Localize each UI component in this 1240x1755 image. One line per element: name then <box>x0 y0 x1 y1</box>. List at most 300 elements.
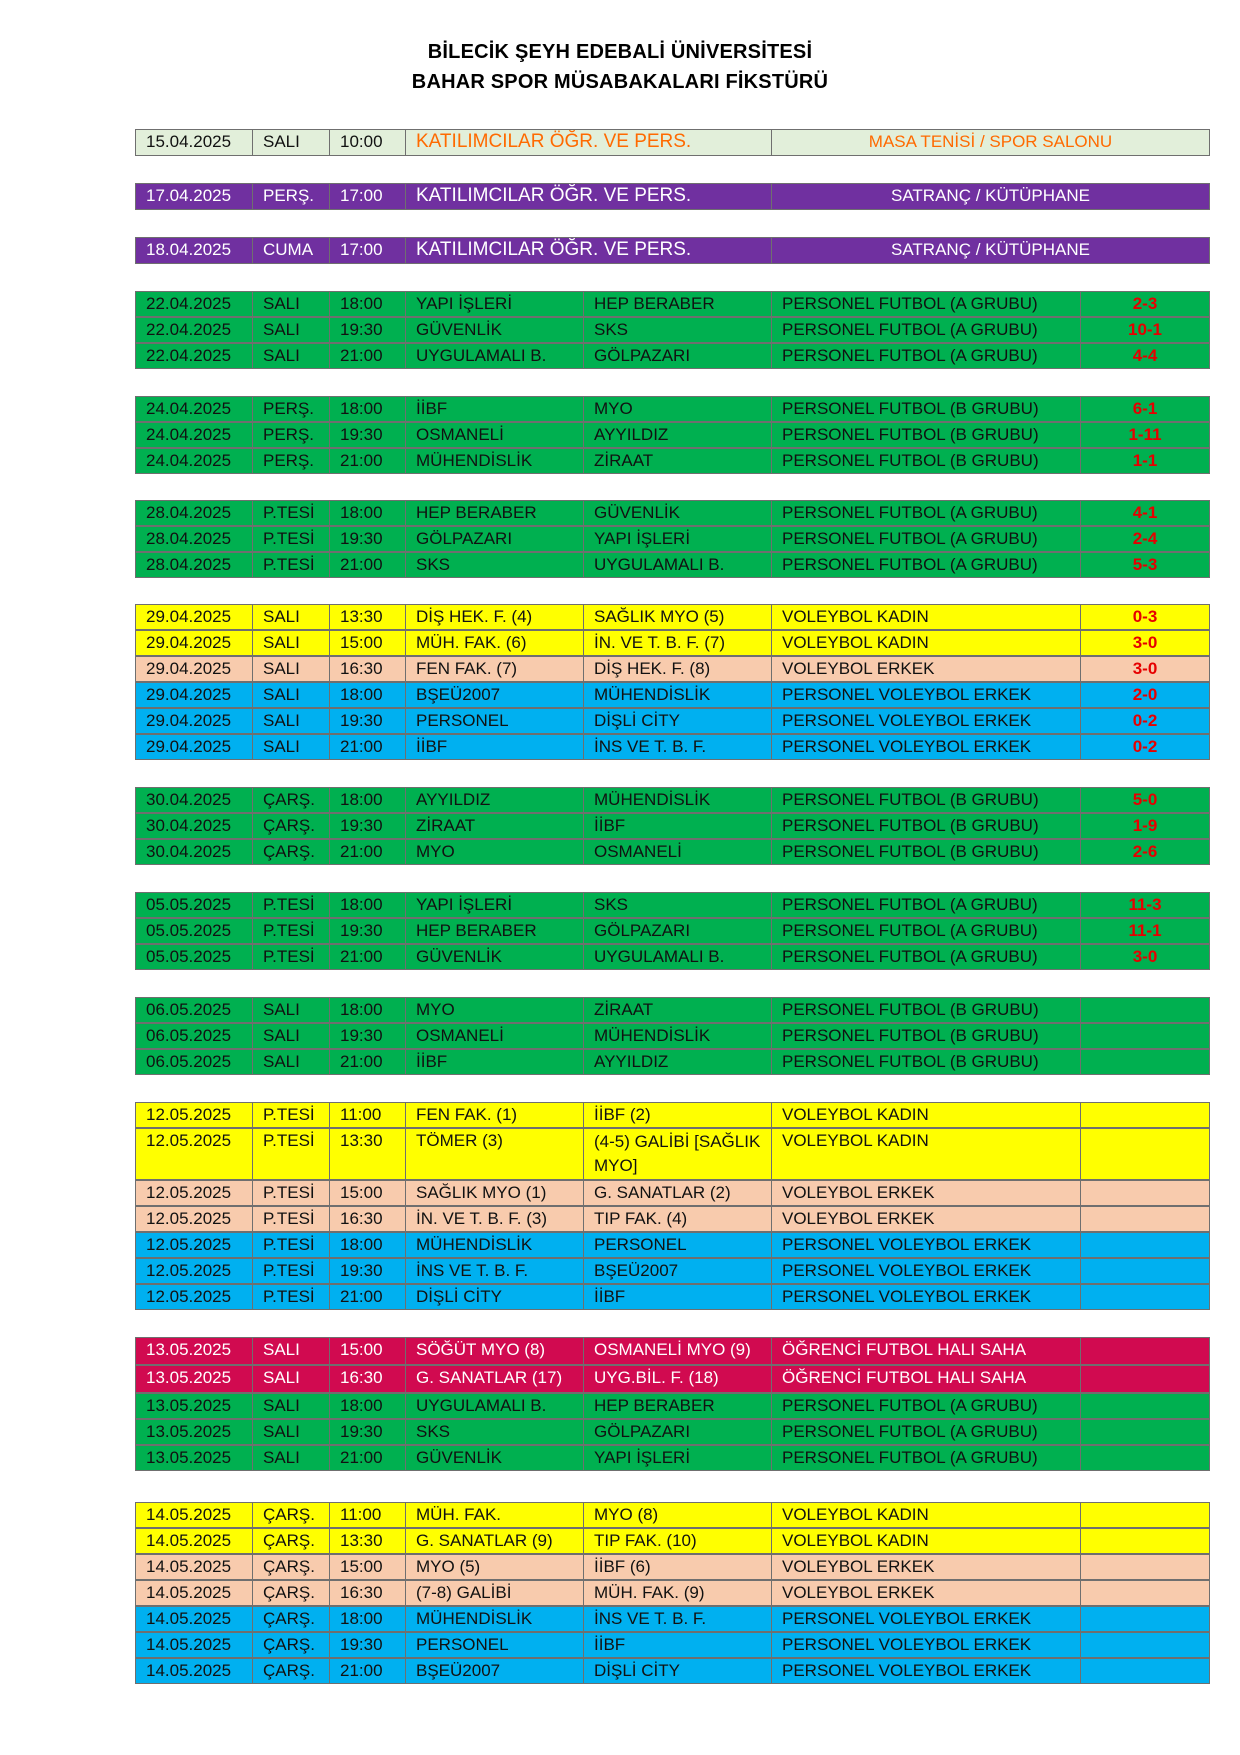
team2-cell: BŞEÜ2007 <box>583 1258 772 1284</box>
date-cell: 13.05.2025 <box>135 1419 253 1445</box>
team2-cell: PERSONEL <box>583 1232 772 1258</box>
participants-cell: KATILIMCILAR ÖĞR. VE PERS. <box>405 129 772 156</box>
participants-cell: KATILIMCILAR ÖĞR. VE PERS. <box>405 183 772 210</box>
team1-cell: BŞEÜ2007 <box>405 1658 584 1684</box>
score-cell: 1-11 <box>1080 422 1210 448</box>
time-cell: 21:00 <box>329 1445 406 1471</box>
category-cell: PERSONEL FUTBOL (A GRUBU) <box>771 1393 1081 1419</box>
team2-cell: OSMANELİ <box>583 839 772 865</box>
time-cell: 21:00 <box>329 448 406 474</box>
event-cell: SATRANÇ / KÜTÜPHANE <box>771 237 1210 264</box>
day-cell: P.TESİ <box>252 944 330 970</box>
score-cell <box>1080 1284 1210 1310</box>
time-cell: 16:30 <box>329 1365 406 1393</box>
day-cell: PERŞ. <box>252 183 330 210</box>
date-cell: 30.04.2025 <box>135 813 253 839</box>
date-cell: 30.04.2025 <box>135 839 253 865</box>
team2-cell: DİŞ HEK. F. (8) <box>583 656 772 682</box>
date-cell: 13.05.2025 <box>135 1337 253 1365</box>
time-cell: 18:00 <box>329 396 406 422</box>
team2-cell: SKS <box>583 892 772 918</box>
date-cell: 28.04.2025 <box>135 552 253 578</box>
category-cell: PERSONEL FUTBOL (B GRUBU) <box>771 787 1081 813</box>
date-cell: 05.05.2025 <box>135 892 253 918</box>
date-cell: 18.04.2025 <box>135 237 253 264</box>
match-row <box>135 708 1209 734</box>
team1-cell: MÜH. FAK. <box>405 1502 584 1528</box>
team2-cell: TIP FAK. (10) <box>583 1528 772 1554</box>
team2-cell: SAĞLIK MYO (5) <box>583 604 772 630</box>
score-cell <box>1080 1206 1210 1232</box>
score-cell: 1-1 <box>1080 448 1210 474</box>
score-cell <box>1080 1023 1210 1049</box>
score-cell: 4-4 <box>1080 343 1210 369</box>
match-row <box>135 997 1209 1023</box>
match-row <box>135 944 1209 970</box>
time-cell: 18:00 <box>329 787 406 813</box>
date-cell: 22.04.2025 <box>135 343 253 369</box>
day-cell: SALI <box>252 604 330 630</box>
match-row <box>135 317 1209 343</box>
team1-cell: SKS <box>405 1419 584 1445</box>
category-cell: VOLEYBOL KADIN <box>771 1502 1081 1528</box>
day-cell: P.TESİ <box>252 892 330 918</box>
time-cell: 19:30 <box>329 813 406 839</box>
date-cell: 14.05.2025 <box>135 1658 253 1684</box>
match-row <box>135 396 1209 422</box>
team2-cell: ZİRAAT <box>583 997 772 1023</box>
category-cell: PERSONEL VOLEYBOL ERKEK <box>771 682 1081 708</box>
team1-cell: SÖĞÜT MYO (8) <box>405 1337 584 1365</box>
team2-cell: ZİRAAT <box>583 448 772 474</box>
match-row <box>135 1445 1209 1471</box>
category-cell: ÖĞRENCİ FUTBOL HALI SAHA <box>771 1337 1081 1365</box>
day-cell: PERŞ. <box>252 448 330 474</box>
team1-cell: OSMANELİ <box>405 422 584 448</box>
day-cell: P.TESİ <box>252 1206 330 1232</box>
score-cell <box>1080 1606 1210 1632</box>
category-cell: PERSONEL VOLEYBOL ERKEK <box>771 734 1081 760</box>
category-cell: PERSONEL FUTBOL (A GRUBU) <box>771 552 1081 578</box>
score-cell: 2-4 <box>1080 526 1210 552</box>
category-cell: VOLEYBOL KADIN <box>771 1528 1081 1554</box>
match-row <box>135 918 1209 944</box>
category-cell: PERSONEL FUTBOL (B GRUBU) <box>771 839 1081 865</box>
day-cell: ÇARŞ. <box>252 1528 330 1554</box>
match-row <box>135 1554 1209 1580</box>
team1-cell: SKS <box>405 552 584 578</box>
date-cell: 29.04.2025 <box>135 682 253 708</box>
day-cell: P.TESİ <box>252 526 330 552</box>
category-cell: PERSONEL FUTBOL (A GRUBU) <box>771 500 1081 526</box>
day-cell: SALI <box>252 129 330 156</box>
match-row <box>135 1606 1209 1632</box>
day-cell: P.TESİ <box>252 552 330 578</box>
time-cell: 21:00 <box>329 1658 406 1684</box>
date-cell: 14.05.2025 <box>135 1554 253 1580</box>
time-cell: 16:30 <box>329 656 406 682</box>
team1-cell: OSMANELİ <box>405 1023 584 1049</box>
team1-cell: UYGULAMALI B. <box>405 343 584 369</box>
category-cell: PERSONEL FUTBOL (B GRUBU) <box>771 813 1081 839</box>
time-cell: 18:00 <box>329 892 406 918</box>
team2-cell: UYG.BİL. F. (18) <box>583 1365 772 1393</box>
score-cell: 0-2 <box>1080 708 1210 734</box>
score-cell: 10-1 <box>1080 317 1210 343</box>
team1-cell: İN. VE T. B. F. (3) <box>405 1206 584 1232</box>
score-cell <box>1080 1128 1210 1180</box>
day-cell: SALI <box>252 656 330 682</box>
time-cell: 17:00 <box>329 183 406 210</box>
score-cell: 11-1 <box>1080 918 1210 944</box>
time-cell: 16:30 <box>329 1580 406 1606</box>
score-cell: 3-0 <box>1080 630 1210 656</box>
match-row <box>135 1049 1209 1075</box>
match-row <box>135 1658 1209 1684</box>
category-cell: PERSONEL VOLEYBOL ERKEK <box>771 1658 1081 1684</box>
score-cell: 3-0 <box>1080 656 1210 682</box>
day-cell: ÇARŞ. <box>252 1580 330 1606</box>
date-cell: 13.05.2025 <box>135 1445 253 1471</box>
day-cell: SALI <box>252 1419 330 1445</box>
team1-cell: YAPI İŞLERİ <box>405 291 584 317</box>
time-cell: 19:30 <box>329 422 406 448</box>
team2-cell: MÜHENDİSLİK <box>583 1023 772 1049</box>
category-cell: PERSONEL FUTBOL (A GRUBU) <box>771 944 1081 970</box>
date-cell: 29.04.2025 <box>135 630 253 656</box>
time-cell: 11:00 <box>329 1102 406 1128</box>
time-cell: 21:00 <box>329 1284 406 1310</box>
category-cell: PERSONEL FUTBOL (B GRUBU) <box>771 1023 1081 1049</box>
team2-cell: İİBF <box>583 813 772 839</box>
date-cell: 14.05.2025 <box>135 1502 253 1528</box>
day-cell: SALI <box>252 630 330 656</box>
team1-cell: (7-8) GALİBİ <box>405 1580 584 1606</box>
date-cell: 28.04.2025 <box>135 526 253 552</box>
team1-cell: FEN FAK. (7) <box>405 656 584 682</box>
team1-cell: MYO (5) <box>405 1554 584 1580</box>
category-cell: PERSONEL FUTBOL (B GRUBU) <box>771 396 1081 422</box>
date-cell: 24.04.2025 <box>135 448 253 474</box>
score-cell: 0-2 <box>1080 734 1210 760</box>
category-cell: VOLEYBOL ERKEK <box>771 1580 1081 1606</box>
category-cell: VOLEYBOL KADIN <box>771 604 1081 630</box>
team2-cell: YAPI İŞLERİ <box>583 526 772 552</box>
match-row <box>135 1337 1209 1365</box>
match-row <box>135 604 1209 630</box>
team1-cell: SAĞLIK MYO (1) <box>405 1180 584 1206</box>
page-title: BİLECİK ŞEYH EDEBALİ ÜNİVERSİTESİ <box>427 41 813 63</box>
team1-cell: PERSONEL <box>405 1632 584 1658</box>
date-cell: 14.05.2025 <box>135 1580 253 1606</box>
day-cell: P.TESİ <box>252 1180 330 1206</box>
match-row <box>135 734 1209 760</box>
time-cell: 19:30 <box>329 317 406 343</box>
date-cell: 13.05.2025 <box>135 1365 253 1393</box>
match-row <box>135 500 1209 526</box>
score-cell: 2-0 <box>1080 682 1210 708</box>
team2-cell: GÜVENLİK <box>583 500 772 526</box>
team2-cell: İNS VE T. B. F. <box>583 1606 772 1632</box>
day-cell: P.TESİ <box>252 1284 330 1310</box>
day-cell: ÇARŞ. <box>252 813 330 839</box>
match-row <box>135 1128 1209 1180</box>
day-cell: SALI <box>252 708 330 734</box>
score-cell <box>1080 1049 1210 1075</box>
team1-cell: İİBF <box>405 396 584 422</box>
date-cell: 14.05.2025 <box>135 1632 253 1658</box>
time-cell: 18:00 <box>329 500 406 526</box>
match-row <box>135 1206 1209 1232</box>
time-cell: 18:00 <box>329 1606 406 1632</box>
team1-cell: MÜH. FAK. (6) <box>405 630 584 656</box>
match-row <box>135 448 1209 474</box>
date-cell: 15.04.2025 <box>135 129 253 156</box>
date-cell: 12.05.2025 <box>135 1284 253 1310</box>
category-cell: PERSONEL FUTBOL (A GRUBU) <box>771 291 1081 317</box>
page-subtitle: BAHAR SPOR MÜSABAKALARI FİKSTÜRÜ <box>411 71 829 93</box>
category-cell: PERSONEL FUTBOL (A GRUBU) <box>771 1419 1081 1445</box>
match-row <box>135 813 1209 839</box>
day-cell: P.TESİ <box>252 500 330 526</box>
time-cell: 18:00 <box>329 997 406 1023</box>
date-cell: 29.04.2025 <box>135 708 253 734</box>
team2-cell: MÜH. FAK. (9) <box>583 1580 772 1606</box>
date-cell: 12.05.2025 <box>135 1258 253 1284</box>
day-cell: PERŞ. <box>252 396 330 422</box>
special-event-row <box>135 237 1209 264</box>
category-cell: VOLEYBOL ERKEK <box>771 1554 1081 1580</box>
score-cell <box>1080 1180 1210 1206</box>
time-cell: 19:30 <box>329 526 406 552</box>
score-cell: 5-0 <box>1080 787 1210 813</box>
team2-cell: GÖLPAZARI <box>583 343 772 369</box>
score-cell <box>1080 1632 1210 1658</box>
team2-cell: AYYILDIZ <box>583 1049 772 1075</box>
time-cell: 21:00 <box>329 343 406 369</box>
team2-cell: UYGULAMALI B. <box>583 944 772 970</box>
day-cell: P.TESİ <box>252 1232 330 1258</box>
category-cell: PERSONEL FUTBOL (A GRUBU) <box>771 317 1081 343</box>
team1-cell: GÜVENLİK <box>405 944 584 970</box>
category-cell: PERSONEL VOLEYBOL ERKEK <box>771 1606 1081 1632</box>
time-cell: 21:00 <box>329 839 406 865</box>
score-cell <box>1080 1658 1210 1684</box>
date-cell: 06.05.2025 <box>135 1023 253 1049</box>
team2-cell: DİŞLİ CİTY <box>583 1658 772 1684</box>
date-cell: 14.05.2025 <box>135 1528 253 1554</box>
date-cell: 29.04.2025 <box>135 656 253 682</box>
date-cell: 14.05.2025 <box>135 1606 253 1632</box>
score-cell <box>1080 1232 1210 1258</box>
score-cell <box>1080 1580 1210 1606</box>
team2-cell: MYO <box>583 396 772 422</box>
category-cell: ÖĞRENCİ FUTBOL HALI SAHA <box>771 1365 1081 1393</box>
category-cell: VOLEYBOL KADIN <box>771 1102 1081 1128</box>
category-cell: PERSONEL FUTBOL (A GRUBU) <box>771 918 1081 944</box>
score-cell: 2-6 <box>1080 839 1210 865</box>
time-cell: 18:00 <box>329 682 406 708</box>
team1-cell: HEP BERABER <box>405 918 584 944</box>
day-cell: SALI <box>252 1337 330 1365</box>
team2-cell: İN. VE T. B. F. (7) <box>583 630 772 656</box>
match-row <box>135 1102 1209 1128</box>
score-cell <box>1080 1365 1210 1393</box>
score-cell <box>1080 1554 1210 1580</box>
category-cell: PERSONEL VOLEYBOL ERKEK <box>771 708 1081 734</box>
score-cell <box>1080 1528 1210 1554</box>
date-cell: 30.04.2025 <box>135 787 253 813</box>
team1-cell: GÜVENLİK <box>405 1445 584 1471</box>
date-cell: 24.04.2025 <box>135 422 253 448</box>
match-row <box>135 682 1209 708</box>
team1-cell: FEN FAK. (1) <box>405 1102 584 1128</box>
time-cell: 18:00 <box>329 1232 406 1258</box>
time-cell: 16:30 <box>329 1206 406 1232</box>
category-cell: VOLEYBOL ERKEK <box>771 656 1081 682</box>
event-cell: MASA TENİSİ / SPOR SALONU <box>771 129 1210 156</box>
category-cell: PERSONEL VOLEYBOL ERKEK <box>771 1632 1081 1658</box>
match-row <box>135 787 1209 813</box>
time-cell: 21:00 <box>329 552 406 578</box>
team2-cell: G. SANATLAR (2) <box>583 1180 772 1206</box>
team1-cell: G. SANATLAR (9) <box>405 1528 584 1554</box>
match-row <box>135 656 1209 682</box>
team1-cell: YAPI İŞLERİ <box>405 892 584 918</box>
team1-cell: MYO <box>405 839 584 865</box>
match-row <box>135 630 1209 656</box>
day-cell: P.TESİ <box>252 1258 330 1284</box>
score-cell: 0-3 <box>1080 604 1210 630</box>
date-cell: 29.04.2025 <box>135 604 253 630</box>
day-cell: SALI <box>252 317 330 343</box>
date-cell: 12.05.2025 <box>135 1128 253 1180</box>
team1-cell: İNS VE T. B. F. <box>405 1258 584 1284</box>
time-cell: 10:00 <box>329 129 406 156</box>
day-cell: P.TESİ <box>252 1128 330 1180</box>
day-cell: ÇARŞ. <box>252 787 330 813</box>
team1-cell: DİŞ HEK. F. (4) <box>405 604 584 630</box>
day-cell: ÇARŞ. <box>252 839 330 865</box>
match-row <box>135 1232 1209 1258</box>
match-row <box>135 1258 1209 1284</box>
team2-cell: MÜHENDİSLİK <box>583 787 772 813</box>
match-row <box>135 291 1209 317</box>
day-cell: ÇARŞ. <box>252 1632 330 1658</box>
day-cell: CUMA <box>252 237 330 264</box>
day-cell: SALI <box>252 1445 330 1471</box>
match-row <box>135 1528 1209 1554</box>
team2-cell: HEP BERABER <box>583 291 772 317</box>
team1-cell: G. SANATLAR (17) <box>405 1365 584 1393</box>
team1-cell: İİBF <box>405 1049 584 1075</box>
day-cell: SALI <box>252 1393 330 1419</box>
score-cell: 1-9 <box>1080 813 1210 839</box>
day-cell: PERŞ. <box>252 422 330 448</box>
date-cell: 05.05.2025 <box>135 944 253 970</box>
team2-cell: (4-5) GALİBİ [SAĞLIK MYO] <box>583 1128 772 1180</box>
team2-cell: İİBF (6) <box>583 1554 772 1580</box>
team1-cell: UYGULAMALI B. <box>405 1393 584 1419</box>
team1-cell: MÜHENDİSLİK <box>405 1606 584 1632</box>
category-cell: VOLEYBOL ERKEK <box>771 1180 1081 1206</box>
date-cell: 12.05.2025 <box>135 1232 253 1258</box>
category-cell: PERSONEL VOLEYBOL ERKEK <box>771 1258 1081 1284</box>
team1-cell: ZİRAAT <box>405 813 584 839</box>
score-cell: 3-0 <box>1080 944 1210 970</box>
team2-cell: İİBF (2) <box>583 1102 772 1128</box>
match-row <box>135 1023 1209 1049</box>
score-cell <box>1080 1258 1210 1284</box>
participants-cell: KATILIMCILAR ÖĞR. VE PERS. <box>405 237 772 264</box>
team1-cell: İİBF <box>405 734 584 760</box>
team2-cell: TIP FAK. (4) <box>583 1206 772 1232</box>
match-row <box>135 1180 1209 1206</box>
score-cell <box>1080 1337 1210 1365</box>
category-cell: VOLEYBOL ERKEK <box>771 1206 1081 1232</box>
day-cell: P.TESİ <box>252 1102 330 1128</box>
score-cell: 4-1 <box>1080 500 1210 526</box>
team2-cell: UYGULAMALI B. <box>583 552 772 578</box>
time-cell: 19:30 <box>329 1419 406 1445</box>
match-row <box>135 552 1209 578</box>
time-cell: 13:30 <box>329 1128 406 1180</box>
day-cell: SALI <box>252 343 330 369</box>
category-cell: VOLEYBOL KADIN <box>771 630 1081 656</box>
match-row <box>135 1632 1209 1658</box>
match-row <box>135 422 1209 448</box>
team2-cell: MYO (8) <box>583 1502 772 1528</box>
match-row <box>135 526 1209 552</box>
category-cell: PERSONEL VOLEYBOL ERKEK <box>771 1284 1081 1310</box>
date-cell: 06.05.2025 <box>135 997 253 1023</box>
category-cell: PERSONEL FUTBOL (B GRUBU) <box>771 448 1081 474</box>
team2-cell: SKS <box>583 317 772 343</box>
team1-cell: GÖLPAZARI <box>405 526 584 552</box>
time-cell: 19:30 <box>329 918 406 944</box>
day-cell: SALI <box>252 1365 330 1393</box>
score-cell <box>1080 1419 1210 1445</box>
time-cell: 19:30 <box>329 1023 406 1049</box>
category-cell: PERSONEL FUTBOL (B GRUBU) <box>771 997 1081 1023</box>
day-cell: ÇARŞ. <box>252 1502 330 1528</box>
date-cell: 17.04.2025 <box>135 183 253 210</box>
time-cell: 15:00 <box>329 1337 406 1365</box>
date-cell: 06.05.2025 <box>135 1049 253 1075</box>
time-cell: 18:00 <box>329 291 406 317</box>
team2-cell: GÖLPAZARI <box>583 1419 772 1445</box>
team2-cell: AYYILDIZ <box>583 422 772 448</box>
score-cell <box>1080 1393 1210 1419</box>
category-cell: PERSONEL FUTBOL (A GRUBU) <box>771 892 1081 918</box>
category-cell: PERSONEL FUTBOL (A GRUBU) <box>771 526 1081 552</box>
time-cell: 19:30 <box>329 1258 406 1284</box>
time-cell: 17:00 <box>329 237 406 264</box>
team1-cell: DİŞLİ CİTY <box>405 1284 584 1310</box>
team2-cell: MÜHENDİSLİK <box>583 682 772 708</box>
match-row <box>135 1365 1209 1393</box>
date-cell: 29.04.2025 <box>135 734 253 760</box>
date-cell: 12.05.2025 <box>135 1102 253 1128</box>
time-cell: 15:00 <box>329 1180 406 1206</box>
team2-cell: İNS VE T. B. F. <box>583 734 772 760</box>
team1-cell: PERSONEL <box>405 708 584 734</box>
special-event-row <box>135 183 1209 210</box>
category-cell: VOLEYBOL KADIN <box>771 1128 1081 1180</box>
team1-cell: AYYILDIZ <box>405 787 584 813</box>
time-cell: 21:00 <box>329 734 406 760</box>
match-row <box>135 1502 1209 1528</box>
